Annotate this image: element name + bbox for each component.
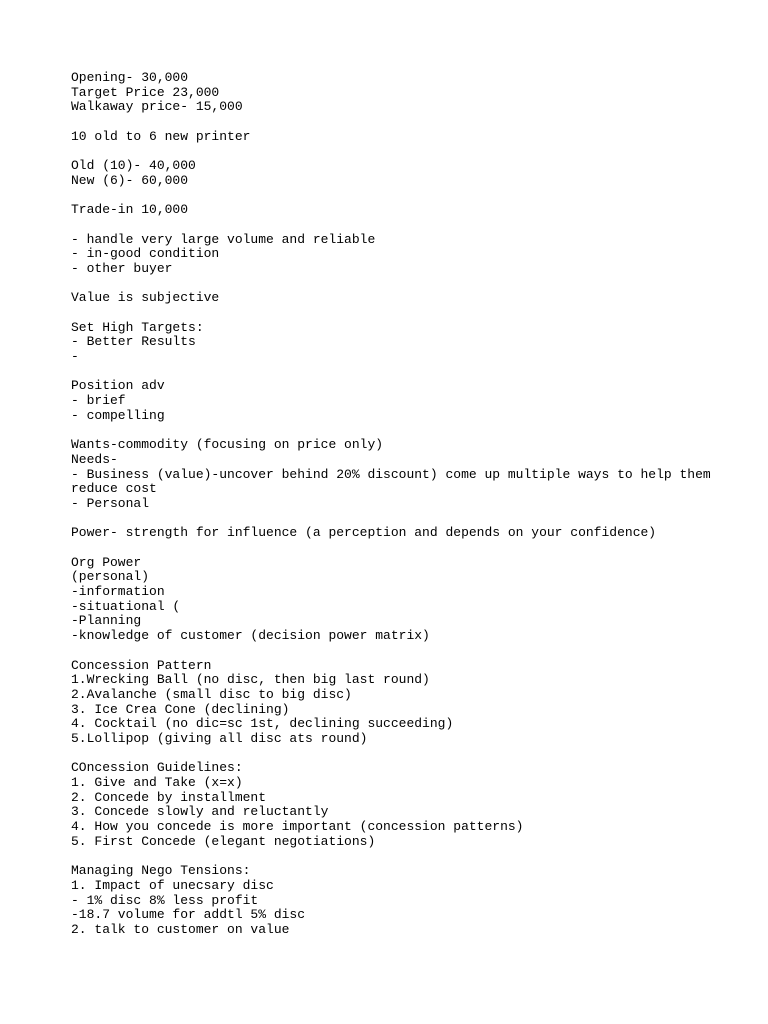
blank-line [71,306,731,321]
text-line: Opening- 30,000 [71,70,189,85]
text-line: COncession Guidelines: [71,760,243,776]
text-line: - Better Results [71,334,196,350]
text-line: Old (10)- 40,000 [71,158,196,174]
text-line: Target Price 23,000 [71,84,220,100]
text-line: -information [71,584,165,600]
text-line: Value is subjective [71,290,220,306]
text-line: - brief [71,393,126,409]
text-line: Org Power [71,554,142,570]
blank-line [71,218,731,233]
text-line: reduce cost [71,481,157,497]
text-line: 2. talk to customer on value [71,921,290,937]
blank-line [71,644,731,659]
text-line: 10 old to 6 new printer [71,128,251,144]
text-line: 3. Concede slowly and reluctantly [71,804,329,820]
text-line: Trade-in 10,000 [71,202,189,218]
text-line: Managing Nego Tensions: [71,863,251,879]
text-line: - [71,349,79,365]
text-line: Wants-commodity (focusing on price only) [71,437,384,453]
text-line: Power- strength for influence (a perception and depends on your confidence) [71,525,657,541]
text-line: New (6)- 60,000 [71,172,189,188]
text-line: (personal) [71,569,150,585]
text-line: - other buyer [71,260,173,276]
text-line: 1. Give and Take (x=x) [71,775,243,790]
text-line: - Personal [71,495,150,511]
text-line: 1. Impact of unecsary disc [71,877,274,893]
blank-line [71,115,731,130]
document-body [71,71,731,938]
text-line: -knowledge of customer (decision power matrix) [71,628,430,644]
text-line: Position adv [71,378,165,394]
text-line: 2. Concede by installment [71,789,267,805]
text-line: - in-good condition [71,246,220,262]
text-line: Set High Targets: [71,319,204,335]
text-line: 5. First Concede (elegant negotiations) [71,833,376,849]
blank-line [71,277,731,292]
text-line: Needs- [71,451,118,467]
text-line: 2.Avalanche (small disc to big disc) [71,686,352,702]
blank-line [71,424,731,439]
text-line: 4. How you concede is more important (concession patterns) [71,819,524,835]
text-line: 3. Ice Crea Cone (declining) [71,701,290,717]
text-line: 4. Cocktail (no dic=sc 1st, declining succeeding) [71,716,454,732]
blank-line [71,541,731,556]
text-line: - 1% disc 8% less profit [71,892,259,908]
text-line: -18.7 volume for addtl 5% disc [71,907,306,923]
text-line: 1.Wrecking Ball (no disc, then big last round) [71,672,430,688]
blank-line [71,849,731,864]
text-line: - compelling [71,407,165,423]
text-line: -Planning [71,613,142,629]
text-line: - handle very large volume and reliable [71,231,376,247]
text-line: Walkaway price- 15,000 [71,99,243,115]
blank-line [71,365,731,380]
text-line: 5.Lollipop (giving all disc ats round) [71,730,368,746]
blank-line [71,144,731,159]
blank-line [71,747,731,762]
blank-line [71,512,731,527]
blank-line [71,189,731,204]
text-line: - Business (value)-uncover behind 20% discount) come up multiple ways to help them [71,466,711,482]
text-line: Concession Pattern [71,657,212,673]
text-line: -situational ( [71,598,181,614]
